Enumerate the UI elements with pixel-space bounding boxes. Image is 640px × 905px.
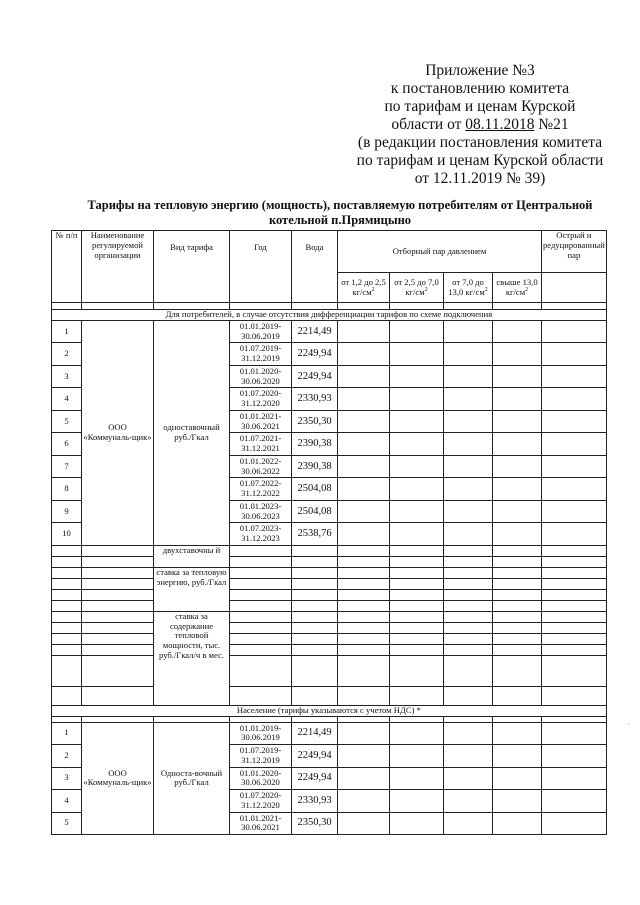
table-row [52,320,607,343]
col-header-num: № п/п [52,231,82,303]
table-cell [390,523,444,546]
two-part-row [52,622,607,633]
table-cell [444,320,493,343]
water-tariff-value: 2390,38 [292,433,338,456]
table-cell [292,600,338,611]
table-cell [82,633,154,644]
table-cell [338,433,390,456]
period-cell: 01.01.2021-30.06.2021 [230,410,292,433]
table-cell [338,767,390,790]
water-tariff-value: 2504,08 [292,478,338,501]
table-cell [230,600,292,611]
table-cell [390,320,444,343]
org-name: ООО «Коммуналь-щик» [82,722,154,835]
table-cell [493,500,542,523]
table-cell [444,686,493,705]
table-cell [542,589,607,600]
table-cell [542,745,607,768]
water-tariff-value: 2350,30 [292,812,338,835]
period-cell: 01.07.2020-31.12.2020 [230,388,292,411]
table-cell [338,578,390,589]
col-header-p4: свыше 13,0 $кг/см^2$ [493,273,542,303]
table-cell [338,455,390,478]
table-cell [444,545,493,556]
row-number: 1 [52,722,82,745]
row-number: 1 [52,320,82,343]
table-cell [338,388,390,411]
two-part-label: двухставочны й [154,545,230,567]
table-cell [493,545,542,556]
table-cell [230,556,292,567]
row-number: 8 [52,478,82,501]
table-cell [542,655,607,686]
table-cell [230,686,292,705]
table-cell [444,567,493,578]
period-cell: 01.07.2021-31.12.2021 [230,433,292,456]
table-cell [493,790,542,813]
table-cell [444,790,493,813]
table-cell [444,500,493,523]
table-cell [338,686,390,705]
section-row-2 [52,705,607,716]
table-cell [292,622,338,633]
water-tariff-value: 2390,38 [292,455,338,478]
resolution-date: 08.11.2018 [465,116,535,133]
table-cell [52,611,82,622]
table-cell [390,410,444,433]
table-cell [493,745,542,768]
period-cell: 01.01.2020-30.06.2020 [230,767,292,790]
period-cell: 01.07.2022-31.12.2022 [230,478,292,501]
table-cell [338,365,390,388]
table-cell [292,686,338,705]
section-title-population: Население (тарифы указываются с учетом НДС) * [52,705,607,716]
table-cell [82,589,154,600]
table-cell [542,567,607,578]
water-tariff-value: 2504,08 [292,500,338,523]
table-cell [230,578,292,589]
table-cell [52,600,82,611]
table-cell [444,365,493,388]
water-tariff-value: 2249,94 [292,343,338,366]
row-number: 7 [52,455,82,478]
table-cell [444,812,493,835]
table-cell [493,523,542,546]
table-cell [230,633,292,644]
row-number: 2 [52,343,82,366]
table-cell [390,578,444,589]
table-cell [82,686,154,705]
period-cell: 01.01.2022-30.06.2022 [230,455,292,478]
table-cell [338,611,390,622]
table-cell [542,556,607,567]
table-cell [52,622,82,633]
table-cell [542,790,607,813]
period-cell: 01.01.2021-30.06.2021 [230,812,292,835]
table-cell [390,455,444,478]
table-cell [390,600,444,611]
table-cell [230,611,292,622]
table-cell [82,578,154,589]
table-cell [444,410,493,433]
table-cell [390,388,444,411]
energy-rate-label: ставка за тепловую энергию, руб./Гкал [154,567,230,611]
header-line-6: от 12.11.2019 № 39) [414,170,546,187]
table-cell [390,686,444,705]
table-cell [338,644,390,655]
table-cell [338,600,390,611]
table-cell [444,655,493,686]
table-cell [338,556,390,567]
table-cell [542,478,607,501]
period-cell: 01.07.2019-31.12.2019 [230,343,292,366]
col-header-acute-sub [542,273,607,303]
two-part-row [52,545,607,556]
table-cell [338,343,390,366]
col-header-kind: Вид тарифа [154,231,230,303]
section-title-general: Для потребителей, в случае отсутствия дифференциации тарифов по схеме подключения [52,310,607,321]
table-cell [444,600,493,611]
row-number: 5 [52,812,82,835]
table-cell [390,556,444,567]
water-tariff-value: 2249,94 [292,745,338,768]
table-cell [444,622,493,633]
table-cell [390,433,444,456]
table-cell [542,433,607,456]
table-cell [493,611,542,622]
table-cell [82,567,154,578]
table-cell [52,633,82,644]
col-header-p3: от 7,0 до 13,0 $кг/см^2$ [444,273,493,303]
table-cell [444,767,493,790]
table-cell [542,500,607,523]
table-cell [493,343,542,366]
period-cell: 01.01.2019-30.06.2019 [230,320,292,343]
table-cell [493,600,542,611]
table-cell [444,523,493,546]
table-cell [292,611,338,622]
row-number: 3 [52,365,82,388]
header-line-5: по тарифам и ценам Курской области [356,152,604,169]
table-cell [82,545,154,556]
two-part-row [52,567,607,578]
table-cell [444,556,493,567]
table-cell [444,388,493,411]
table-cell [292,655,338,686]
table-cell [230,644,292,655]
table-cell [230,589,292,600]
table-cell [542,611,607,622]
table-cell [493,622,542,633]
table-cell [493,722,542,745]
period-cell: 01.07.2020-31.12.2020 [230,790,292,813]
table-cell [444,478,493,501]
table-cell [390,567,444,578]
table-cell [390,343,444,366]
table-cell [493,365,542,388]
two-part-row [52,611,607,622]
table-cell [390,655,444,686]
row-number: 4 [52,388,82,411]
document-title [40,198,640,228]
table-cell [338,655,390,686]
col-header-water: Вода [292,231,338,303]
table-body [52,231,607,835]
title-line-2: котельной п.Прямицыно [268,213,412,227]
table-cell [338,722,390,745]
table-cell [338,745,390,768]
table-cell [390,767,444,790]
table-cell [542,686,607,705]
two-part-row [52,644,607,655]
header-row-1 [52,231,607,273]
two-part-row [52,600,607,611]
period-cell: 01.01.2019-30.06.2019 [230,722,292,745]
table-cell [338,633,390,644]
table-cell [390,633,444,644]
col-header-p2: от 2,5 до 7,0 $кг/см^2$ [390,273,444,303]
table-cell [338,812,390,835]
table-cell [292,567,338,578]
table-cell [493,686,542,705]
table-cell [292,556,338,567]
two-part-row [52,655,607,686]
table-cell [542,600,607,611]
table-cell [292,633,338,644]
table-cell [493,478,542,501]
row-number: 9 [52,500,82,523]
table-cell [52,655,82,686]
table-cell [444,745,493,768]
period-cell: 01.01.2023-30.06.2023 [230,500,292,523]
water-tariff-value: 2249,94 [292,365,338,388]
table-cell [338,567,390,578]
table-cell [493,578,542,589]
table-cell [444,433,493,456]
table-cell [444,644,493,655]
table-cell [292,578,338,589]
table-cell [82,600,154,611]
table-cell [230,567,292,578]
org-name: ООО «Коммуналь-щик» [82,320,154,545]
table-cell [52,644,82,655]
spacer-row [52,303,607,310]
table-cell [82,644,154,655]
row-number: 10 [52,523,82,546]
table-cell [444,589,493,600]
table-cell [82,622,154,633]
table-cell [444,455,493,478]
table-cell [493,388,542,411]
table-cell [292,545,338,556]
table-cell [390,745,444,768]
table-cell [444,722,493,745]
table-cell [493,812,542,835]
row-number: 3 [52,767,82,790]
water-tariff-value: 2214,49 [292,722,338,745]
section-row-1 [52,310,607,321]
row-number: 2 [52,745,82,768]
table-cell [444,578,493,589]
table-cell [542,622,607,633]
table-cell [493,633,542,644]
table-cell [338,320,390,343]
col-header-year: Год [230,231,292,303]
table-cell [542,343,607,366]
water-tariff-value: 2214,49 [292,320,338,343]
table-cell [52,686,82,705]
table-cell [338,545,390,556]
water-tariff-value: 2249,94 [292,767,338,790]
table-cell [338,478,390,501]
table-cell [542,578,607,589]
table-cell [338,523,390,546]
table-cell [230,545,292,556]
water-tariff-value: 2350,30 [292,410,338,433]
table-cell [338,500,390,523]
row-number: 4 [52,790,82,813]
appendix-header [330,62,630,188]
table-cell [390,589,444,600]
col-header-p1: от 1,2 до 2,5 $кг/см^2$ [338,273,390,303]
table-cell [542,523,607,546]
table-cell [82,556,154,567]
header-line-3: области от 08.11.2018 №21 [391,116,569,133]
power-rate-label: ставка за содержание тепловой мощности, тыс. руб./Гкал/ч в мес. [154,611,230,705]
table-cell [338,589,390,600]
table-cell [390,611,444,622]
table-cell [52,545,82,556]
tariff-table [51,230,607,835]
header-line-0: Приложение №3 [425,62,535,79]
table-cell [542,767,607,790]
table-cell [292,644,338,655]
table-cell [493,433,542,456]
table-cell [542,722,607,745]
table-cell [542,644,607,655]
table-cell [542,388,607,411]
table-cell [52,556,82,567]
table-cell [444,611,493,622]
table-cell [542,320,607,343]
table-cell [493,767,542,790]
table-cell [52,567,82,578]
table-cell [444,633,493,644]
table-cell [493,455,542,478]
header-line-1: к постановлению комитета [390,80,570,97]
tariff-kind: Односта-вочный руб./Гкал [154,722,230,835]
two-part-row [52,589,607,600]
table-cell [390,622,444,633]
table-row [52,722,607,745]
water-tariff-value: 2330,93 [292,388,338,411]
col-header-acute: Острый и редуцированный пар [542,231,607,273]
table-cell [82,611,154,622]
table-cell [52,578,82,589]
table-cell [390,545,444,556]
table-cell [390,812,444,835]
water-tariff-value: 2538,76 [292,523,338,546]
table-cell [82,655,154,686]
table-cell [390,365,444,388]
table-cell [52,589,82,600]
table-cell [542,410,607,433]
col-header-steam: Отборный пар давлением [338,231,542,273]
table-cell [493,410,542,433]
two-part-row [52,578,607,589]
row-number: 6 [52,433,82,456]
two-part-row [52,556,607,567]
table-cell [542,545,607,556]
table-cell [493,644,542,655]
table-cell [542,365,607,388]
table-cell [338,790,390,813]
table-cell [230,655,292,686]
table-cell [493,556,542,567]
two-part-row [52,633,607,644]
table-cell [444,343,493,366]
table-cell [292,589,338,600]
table-cell [493,589,542,600]
table-cell [390,500,444,523]
tariff-kind: одноставочный руб./Гкал [154,320,230,545]
water-tariff-value: 2330,93 [292,790,338,813]
table-cell [493,320,542,343]
period-cell: 01.01.2020-30.06.2020 [230,365,292,388]
table-cell [230,622,292,633]
header-line-4: (в редакции постановления комитета [357,134,603,151]
table-cell [542,633,607,644]
title-line-1: Тарифы на тепловую энергию (мощность), поставляемую потребителям от Центральной [87,198,593,212]
table-cell [390,790,444,813]
table-cell [338,410,390,433]
table-cell [493,567,542,578]
period-cell: 01.07.2023-31.12.2023 [230,523,292,546]
table-cell [493,655,542,686]
col-header-org: Наименование регулируемой организации [82,231,154,303]
row-number: 5 [52,410,82,433]
table-cell [390,722,444,745]
table-cell [390,478,444,501]
table-cell [542,455,607,478]
table-cell [390,644,444,655]
table-cell [542,812,607,835]
period-cell: 01.07.2019-31.12.2019 [230,745,292,768]
two-part-row [52,686,607,705]
margin-mark: · [627,720,630,729]
table-cell [338,622,390,633]
header-line-2: по тарифам и ценам Курской [384,98,576,115]
